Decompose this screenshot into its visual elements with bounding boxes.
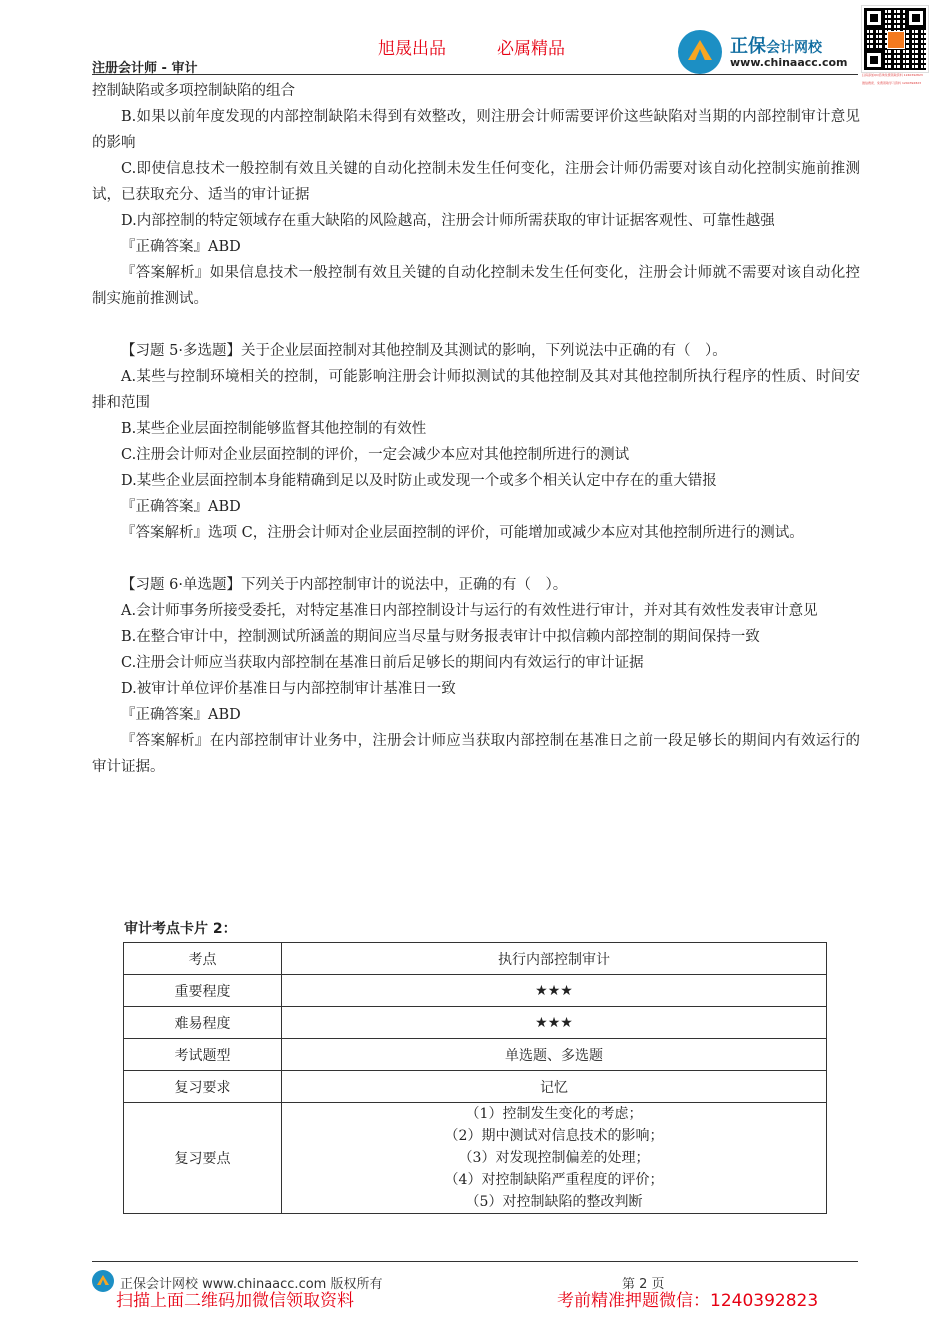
qr-finder bbox=[864, 8, 884, 28]
review-point: （4）对控制缺陷严重程度的评价； bbox=[444, 1172, 664, 1188]
answer-analysis: 『答案解析』如果信息技术一般控制有效且关键的自动化控制未发生任何变化，注册会计师就不需要对该自动化控制实施前推测试。 bbox=[92, 265, 860, 307]
page-number: 第 2 页 bbox=[622, 1277, 665, 1292]
logo-name bbox=[730, 32, 822, 58]
question-5-option-c: C.注册会计师对企业层面控制的评价，一定会减少本应对其他控制所进行的测试 bbox=[121, 447, 630, 463]
question-6-analysis: 『答案解析』在内部控制审计业务中，注册会计师应当获取内部控制在基准日之前一段足够长的期间内有效运行的审计证据。 bbox=[92, 733, 860, 775]
footer-divider bbox=[92, 1261, 858, 1262]
header-subject: 注册会计师 - 审计 bbox=[92, 61, 198, 76]
table-row bbox=[124, 943, 827, 975]
option-d: D.内部控制的特定领域存在重大缺陷的风险越高，注册会计师所需获取的审计证据客观性、可靠性越强 bbox=[121, 213, 775, 229]
review-point: （3）对发现控制偏差的处理； bbox=[458, 1150, 650, 1166]
question-5-option-b: B.某些企业层面控制能够监督其他控制的有效性 bbox=[121, 421, 427, 437]
header-banner-left: 旭晟出品 bbox=[378, 39, 446, 59]
card-value: 执行内部控制审计 bbox=[282, 943, 827, 975]
question-6-option-a: A.会计师事务所接受委托，对特定基准日内部控制设计与运行的有效性进行审计，并对其有效性发表审计意见 bbox=[121, 603, 818, 619]
card-label: 复习要求 bbox=[124, 1071, 282, 1103]
key-point-card-table bbox=[123, 942, 827, 1214]
card-label: 考试题型 bbox=[124, 1039, 282, 1071]
footer-banner-left: 扫描上面二维码加微信领取资料 bbox=[116, 1291, 354, 1311]
review-point: （1）控制发生变化的考虑； bbox=[465, 1106, 643, 1122]
review-point: （2）期中测试对信息技术的影响； bbox=[444, 1128, 664, 1144]
qr-code-icon bbox=[862, 6, 928, 72]
question-6-option-b: B.在整合审计中，控制测试所涵盖的期间应当尽量与财务报表审计中拟信赖内部控制的期间保持一致 bbox=[121, 629, 760, 645]
qr-center-logo bbox=[887, 31, 905, 49]
importance-stars: ★★★ bbox=[282, 975, 827, 1007]
table-row bbox=[124, 975, 827, 1007]
card-title: 审计考点卡片 2： bbox=[124, 921, 237, 937]
document-body bbox=[92, 78, 860, 780]
table-row bbox=[124, 1103, 827, 1214]
card-value: 单选题、多选题 bbox=[282, 1039, 827, 1071]
question-6-option-c: C.注册会计师应当获取内部控制在基准日前后足够长的期间内有效运行的审计证据 bbox=[121, 655, 644, 671]
review-points bbox=[282, 1103, 827, 1214]
header-banner-right: 必属精品 bbox=[497, 39, 565, 59]
card-label: 复习要点 bbox=[124, 1103, 282, 1214]
card-label: 考点 bbox=[124, 943, 282, 975]
chinaacc-logo bbox=[678, 30, 858, 74]
question-5-option-d: D.某些企业层面控制本身能精确到足以及时防止或发现一个或多个相关认定中存在的重大错报 bbox=[121, 473, 717, 489]
review-point: （5）对控制缺陷的整改判断 bbox=[465, 1194, 643, 1210]
footer-banner-right: 考前精准押题微信：1240392823 bbox=[557, 1291, 819, 1311]
qr-finder bbox=[864, 50, 884, 70]
difficulty-stars: ★★★ bbox=[282, 1007, 827, 1039]
card-value: 记忆 bbox=[282, 1071, 827, 1103]
question-6-option-d: D.被审计单位评价基准日与内部控制审计基准日一致 bbox=[121, 681, 456, 697]
logo-emblem-icon bbox=[678, 30, 722, 74]
correct-answer: 『正确答案』ABD bbox=[121, 239, 241, 255]
qr-caption: 微信搜索、免费领取学习资料 1240392823 bbox=[862, 81, 922, 85]
option-c: C.即使信息技术一般控制有效且关键的自动化控制未发生任何变化，注册会计师仍需要对该自动化控制实施前推测试，已获取充分、适当的审计证据 bbox=[92, 161, 860, 203]
table-row bbox=[124, 1039, 827, 1071]
question-5-option-a: A.某些与控制环境相关的控制，可能影响注册会计师拟测试的其他控制及其对其他控制所执行程序的性质、时间安排和范围 bbox=[92, 369, 860, 411]
qr-finder bbox=[906, 8, 926, 28]
card-label: 难易程度 bbox=[124, 1007, 282, 1039]
footer-logo-icon bbox=[92, 1270, 114, 1292]
table-row bbox=[124, 1071, 827, 1103]
qr-caption: 扫码添加QQ咨询免费领取资料 1240392823 bbox=[862, 73, 923, 77]
option-b: B.如果以前年度发现的内部控制缺陷未得到有效整改，则注册会计师需要评价这些缺陷对当期的内部控制审计意见的影响 bbox=[92, 109, 860, 151]
footer-copyright: 正保会计网校 www.chinaacc.com 版权所有 bbox=[120, 1277, 383, 1292]
logo-url: www.chinaacc.com bbox=[730, 56, 848, 69]
table-row bbox=[124, 1007, 827, 1039]
question-6-stem: 【习题 6·单选题】下列关于内部控制审计的说法中，正确的有（ ）。 bbox=[121, 577, 568, 593]
text-line: 控制缺陷或多项控制缺陷的组合 bbox=[92, 83, 295, 99]
question-5-answer: 『正确答案』ABD bbox=[121, 499, 241, 515]
header-divider bbox=[92, 74, 858, 75]
logo-name-small: 会计网校 bbox=[766, 40, 822, 56]
question-5-analysis: 『答案解析』选项 C，注册会计师对企业层面控制的评价，可能增加或减少本应对其他控制所进行的测试。 bbox=[121, 525, 804, 541]
question-6-answer: 『正确答案』ABD bbox=[121, 707, 241, 723]
logo-name-big: 正保 bbox=[730, 36, 766, 57]
question-5-stem: 【习题 5·多选题】关于企业层面控制对其他控制及其测试的影响，下列说法中正确的有（ ）。 bbox=[121, 343, 727, 359]
card-label: 重要程度 bbox=[124, 975, 282, 1007]
